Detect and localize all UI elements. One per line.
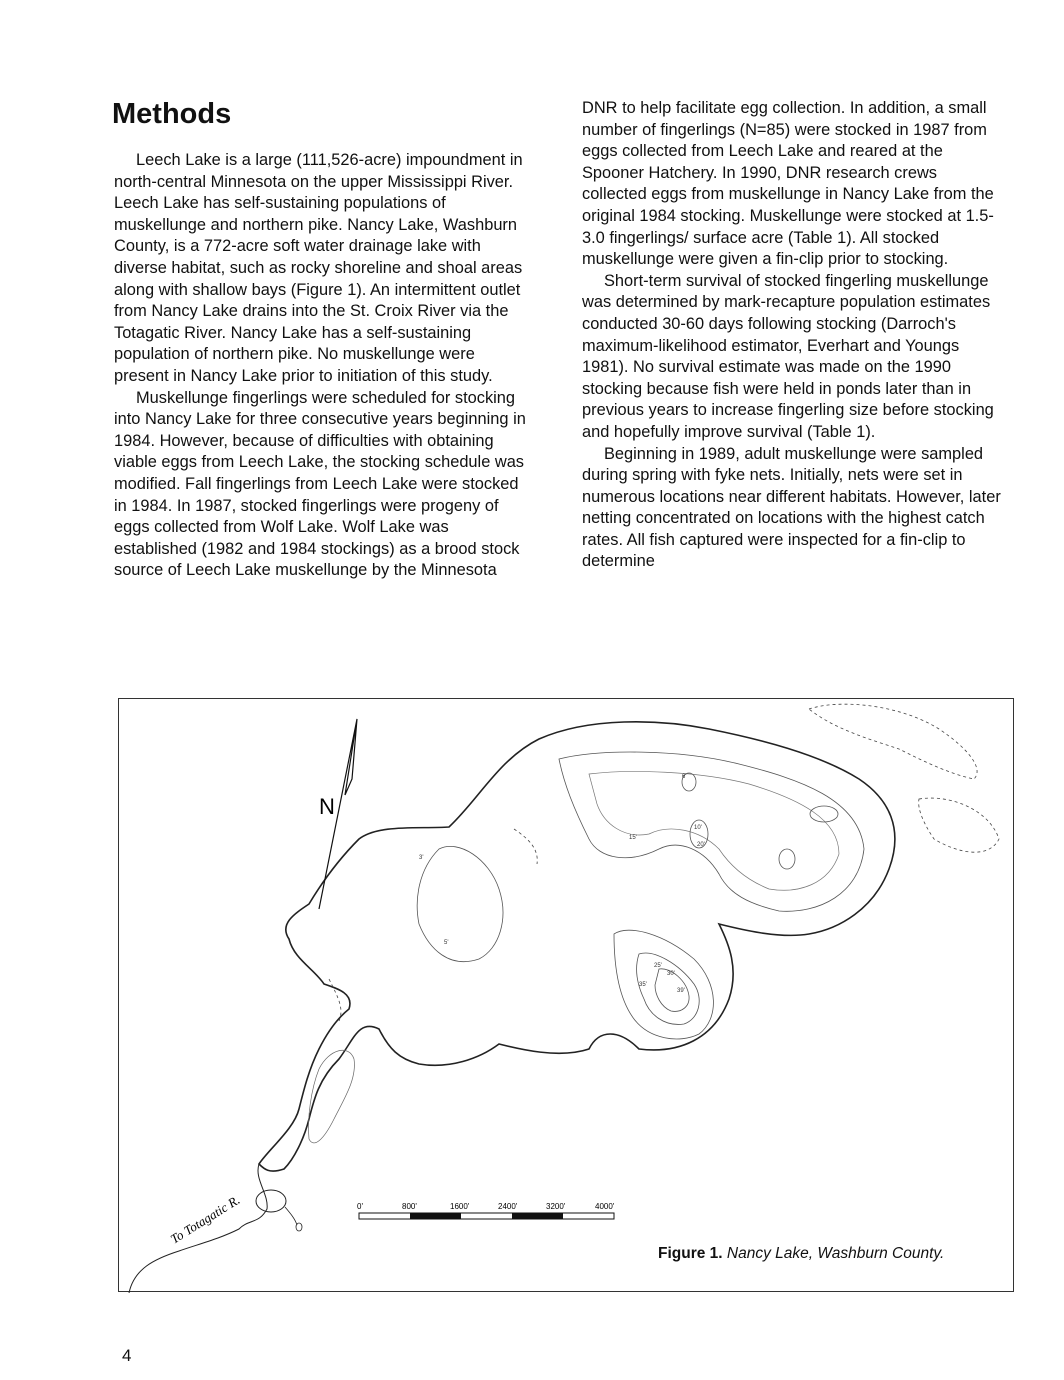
contour-line <box>559 752 864 911</box>
contour-line <box>637 953 700 1024</box>
depth-label: 39' <box>677 988 685 994</box>
scale-label: 800' <box>402 1202 417 1211</box>
north-label: N <box>319 794 335 819</box>
scale-label: 3200' <box>546 1202 566 1211</box>
right-column <box>582 98 1006 573</box>
depth-label: 15' <box>629 835 637 841</box>
caption-text: Nancy Lake, Washburn County. <box>726 1245 945 1262</box>
outlet-stream <box>285 1207 297 1225</box>
left-column <box>114 150 532 582</box>
section-heading: Methods <box>112 98 232 130</box>
lake-shoreline <box>259 722 895 1171</box>
contour-line <box>589 771 839 890</box>
depth-label: 30' <box>667 971 675 977</box>
wetland-boundary <box>809 704 977 779</box>
pond <box>296 1223 302 1231</box>
figure-caption <box>658 1245 944 1263</box>
paragraph: Short-term survival of stocked fingerling muskellunge was determined by mark-recapture population estimates conducted 30-60 days following stocking (Darroch's maximum-likelihood estimator, Everhart and Youngs 1981). No survival estimate was made on the 1990 stocking because fish were held in ponds later than in previous years to increase fingerling size before stocking and hopefully improve survival (Table 1). <box>582 271 994 441</box>
pond <box>256 1190 286 1212</box>
scale-label: 1600' <box>450 1202 470 1211</box>
scale-label: 4000' <box>595 1202 615 1211</box>
wetland-boundary <box>514 829 537 864</box>
page-number: 4 <box>122 1346 132 1365</box>
scale-label: 0' <box>357 1202 363 1211</box>
paragraph: Muskellunge fingerlings were scheduled for stocking into Nancy Lake for three consecutive years beginning in 1984. However, because of difficulties with obtaining viable eggs from Leech Lake, the stocking schedule was modified. Fall fingerlings from Leech Lake were stocked in 1984. In 1987, stocked fingerlings were progeny of eggs collected from Wolf Lake. Wolf Lake was established (1982 and 1984 stockings) as a brood stock source of Leech Lake muskellunge by the Minnesota <box>114 388 526 580</box>
contour-line <box>779 849 795 869</box>
wetland-boundary <box>329 979 341 1021</box>
contour-line <box>417 846 503 961</box>
depth-label: 5' <box>444 940 449 946</box>
depth-label: 20' <box>697 842 705 848</box>
depth-label: 35' <box>639 982 647 988</box>
contour-line <box>614 930 713 1039</box>
paragraph: DNR to help facilitate egg collection. In addition, a small number of fingerlings (N=85) were stocked in 1987 from eggs collected from Leech Lake and reared at the Spooner Hatchery. In 1990, DNR research crews collected eggs from muskellunge in Nancy Lake from the original 1984 stocking. Muskellunge were stocked at 1.5-3.0 fingerlings/ surface acre (Table 1). All stocked muskellunge were given a fin-clip prior to stocking. <box>582 99 994 269</box>
wetland-boundary <box>919 798 999 852</box>
scale-bar <box>357 1202 615 1219</box>
paragraph: Beginning in 1989, adult muskellunge were sampled during spring with fyke nets. Initially, nets were set in numerous locations near different habitats. However, later netting concentrated on locations with the highest catch rates. All fish captured were inspected for a fin-clip to determine <box>582 444 1001 571</box>
depth-label: 10' <box>694 825 702 831</box>
figure-1-map <box>118 698 1014 1292</box>
depth-label: 6' <box>682 774 687 780</box>
paragraph: Leech Lake is a large (111,526-acre) impoundment in north-central Minnesota on the upper Mississippi River. Leech Lake has self-sustaining populations of muskellunge and northern pike. Nancy Lake, Washburn County, is a 772-acre soft water drainage lake with diverse habitat, such as rocky shoreline and shoal areas along with shallow bays (Figure 1). An intermittent outlet from Nancy Lake drains into the St. Croix River via the Totagatic River. Nancy Lake has a self-sustaining population of northern pike. No muskellunge were present in Nancy Lake prior to initiation of this study. <box>114 151 523 385</box>
lake-map <box>119 699 1015 1293</box>
scale-label: 2400' <box>498 1202 518 1211</box>
caption-label: Figure 1. <box>658 1245 723 1262</box>
contour-line <box>810 806 838 822</box>
depth-label: 3' <box>419 855 424 861</box>
river-label: To Totagatic R. <box>167 1192 243 1247</box>
depth-label: 25' <box>654 963 662 969</box>
